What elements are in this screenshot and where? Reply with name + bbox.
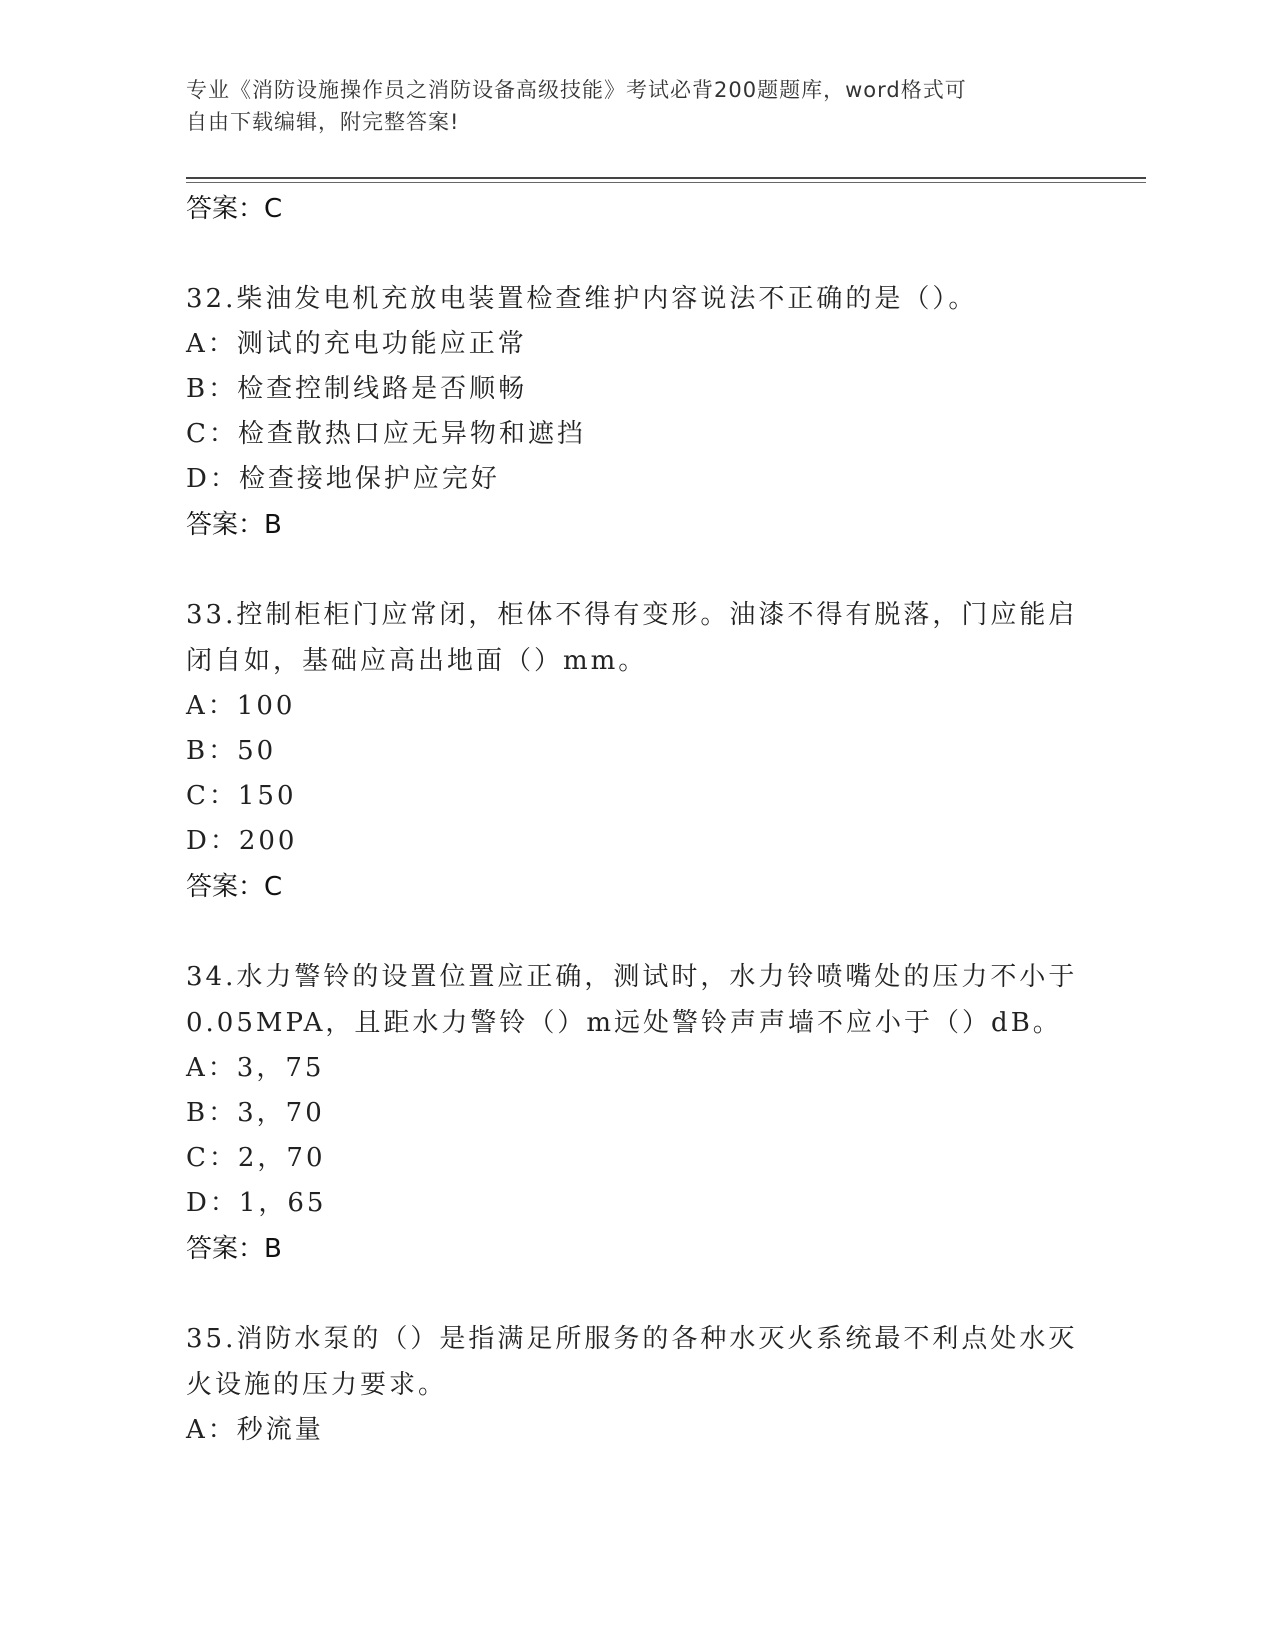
option-c: C：150 <box>186 781 297 811</box>
spacer <box>186 232 1086 276</box>
question-list <box>186 186 1086 1453</box>
question-stem: 32.柴油发电机充放电装置检查维护内容说法不正确的是（）。 <box>186 284 978 314</box>
header-line-2: 自由下载编辑，附完整答案! <box>186 110 460 134</box>
option-d: D：检查接地保护应完好 <box>186 464 500 494</box>
spacer <box>186 910 1086 954</box>
question-stem: 35.消防水泵的（）是指满足所服务的各种水灭火系统最不利点处水灭火设施的压力要求。 <box>186 1324 1078 1400</box>
option-a: A：100 <box>186 691 296 721</box>
question-block <box>186 1316 1086 1453</box>
option-d: D：200 <box>186 826 298 856</box>
option-a: A：3，75 <box>186 1053 325 1083</box>
option-b: B：检查控制线路是否顺畅 <box>186 374 528 404</box>
spacer <box>186 548 1086 592</box>
question-block <box>186 276 1086 548</box>
answer-line: 答案：C <box>186 872 283 902</box>
spacer <box>186 1272 1086 1316</box>
option-d: D：1，65 <box>186 1188 327 1218</box>
option-c: C：检查散热口应无异物和遮挡 <box>186 419 586 449</box>
option-b: B：3，70 <box>186 1098 325 1128</box>
header-divider-thin <box>186 182 1146 183</box>
answer-line: 答案：B <box>186 510 282 540</box>
question-stem: 33.控制柜柜门应常闭，柜体不得有变形。油漆不得有脱落，门应能启闭自如，基础应高出地面（）mm。 <box>186 600 1078 676</box>
header-line-1: 专业《消防设施操作员之消防设备高级技能》考试必背200题题库，word格式可 <box>186 78 967 102</box>
document-header <box>186 74 1066 138</box>
question-stem: 34.水力警铃的设置位置应正确，测试时，水力铃喷嘴处的压力不小于0.05MPA，且距水力警铃（）m远处警铃声声墙不应小于（）dB。 <box>186 962 1078 1038</box>
header-divider-thick <box>186 177 1146 179</box>
option-b: B：50 <box>186 736 277 766</box>
question-block <box>186 954 1086 1272</box>
option-a: A：秒流量 <box>186 1415 324 1445</box>
previous-answer: 答案：C <box>186 194 283 224</box>
question-block <box>186 592 1086 910</box>
option-c: C：2，70 <box>186 1143 326 1173</box>
answer-line: 答案：B <box>186 1234 282 1264</box>
option-a: A：测试的充电功能应正常 <box>186 329 527 359</box>
